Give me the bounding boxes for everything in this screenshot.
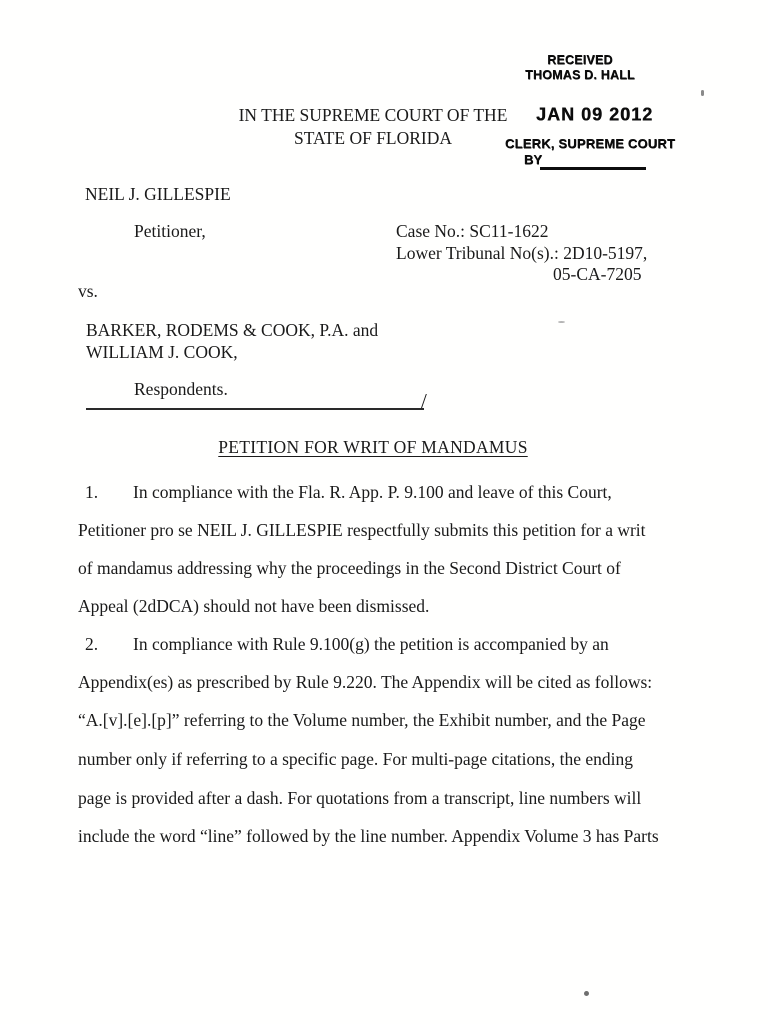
body-line xyxy=(78,788,641,809)
vs-label: vs. xyxy=(78,281,98,301)
scan-artifact xyxy=(584,991,589,996)
body-line xyxy=(85,482,612,503)
respondent-name-line1: BARKER, RODEMS & COOK, P.A. and xyxy=(86,320,379,340)
clerk-stamp: CLERK, SUPREME COURT xyxy=(505,136,676,151)
body-line xyxy=(78,520,646,541)
body-line xyxy=(78,710,646,731)
body-line-text: Appendix(es) as prescribed by Rule 9.220. The Appendix will be cited as follows: xyxy=(78,672,653,692)
body-line xyxy=(78,596,429,617)
court-title-line2: STATE OF FLORIDA xyxy=(293,128,453,148)
paragraph-number: 2. xyxy=(85,634,99,654)
caption-separator-line xyxy=(86,408,424,410)
body-line-text: Appeal (2dDCA) should not have been dismissed. xyxy=(78,596,430,616)
body-line xyxy=(85,634,609,655)
body-line-text: In compliance with Rule 9.100(g) the petition is accompanied by an xyxy=(133,634,609,654)
body-line xyxy=(78,672,652,693)
court-title xyxy=(178,104,568,150)
scan-artifact xyxy=(558,321,565,323)
body-line-text: number only if referring to a specific page. For multi-page citations, the ending xyxy=(78,749,633,769)
body-line-text: page is provided after a dash. For quotations from a transcript, line numbers will xyxy=(78,788,642,808)
body-line-text: Petitioner pro se NEIL J. GILLESPIE respectfully submits this petition for a writ xyxy=(78,520,646,540)
body-line-text: include the word “line” followed by the line number. Appendix Volume 3 has Parts xyxy=(78,826,659,846)
by-signature-line xyxy=(540,167,646,170)
received-stamp-line1: RECEIVED xyxy=(547,53,613,67)
case-number: Case No.: SC11-1622 xyxy=(396,221,549,241)
petitioner-name: NEIL J. GILLESPIE xyxy=(85,184,231,204)
respondents-role: Respondents. xyxy=(134,379,228,399)
body-line-text: “A.[v].[e].[p]” referring to the Volume number, the Exhibit number, and the Page xyxy=(78,710,646,730)
body-line xyxy=(78,558,621,579)
received-stamp xyxy=(500,53,660,83)
scan-artifact xyxy=(701,90,704,96)
lower-tribunal-number-line1: Lower Tribunal No(s).: 2D10-5197, xyxy=(396,243,648,263)
paragraph-number: 1. xyxy=(85,482,99,502)
body-line xyxy=(78,749,633,770)
petition-title: PETITION FOR WRIT OF MANDAMUS xyxy=(218,437,528,457)
petitioner-role: Petitioner, xyxy=(134,221,206,241)
court-title-line1: IN THE SUPREME COURT OF THE xyxy=(238,105,508,125)
caption-separator-slash: / xyxy=(421,389,427,413)
lower-tribunal-number-line2: 05-CA-7205 xyxy=(553,264,642,284)
body-line-text: In compliance with the Fla. R. App. P. 9.100 and leave of this Court, xyxy=(133,482,612,502)
body-line-text: of mandamus addressing why the proceedings in the Second District Court of xyxy=(78,558,621,578)
respondent-name-line2: WILLIAM J. COOK, xyxy=(86,342,238,362)
by-label: BY xyxy=(524,152,543,167)
received-stamp-line2: THOMAS D. HALL xyxy=(525,68,635,82)
body-line xyxy=(78,826,659,847)
date-stamp: JAN 09 2012 xyxy=(536,103,654,125)
